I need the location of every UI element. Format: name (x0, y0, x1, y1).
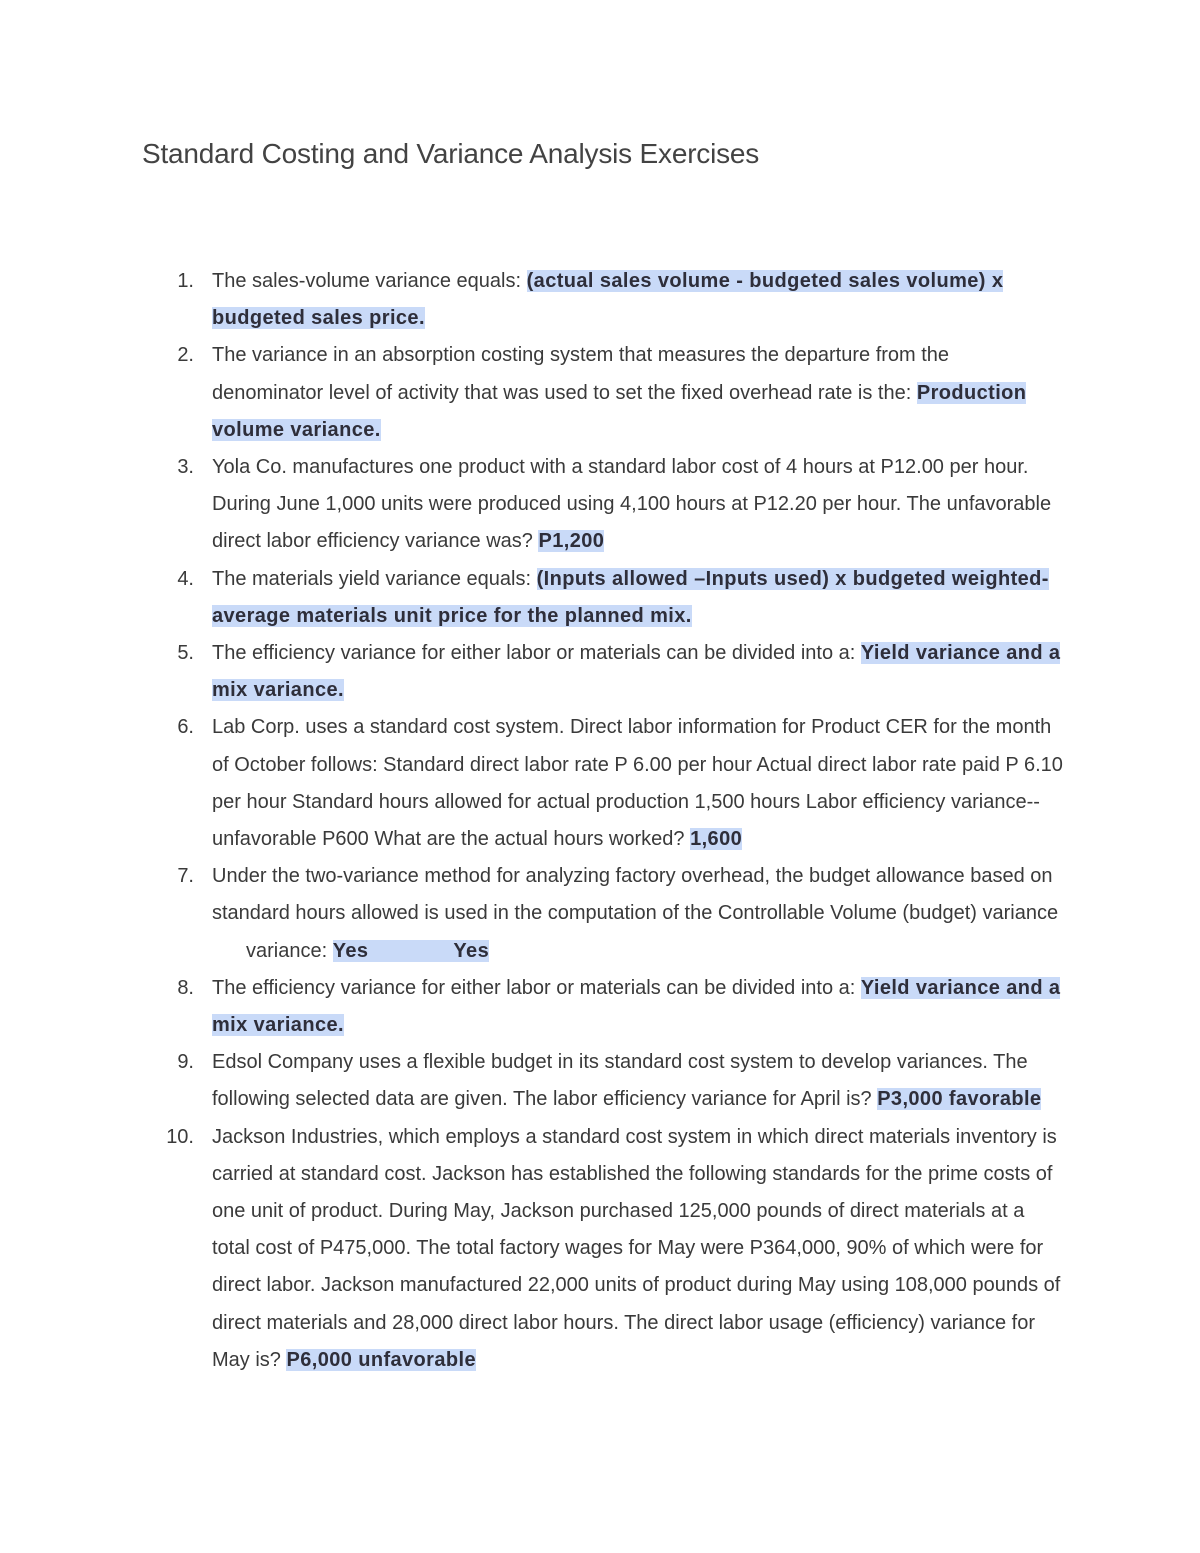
question-text: Jackson Industries, which employs a standard cost system in which direct materials inventory is carried at standard cost. Jackson has established the following standards for the prime costs of one unit of product. During May, Jackson purchased 125,000 pounds of direct materials at a total cost of P475,000. The total factory wages for May were P364,000, 90% of which were for direct labor. Jackson manufactured 22,000 units of product during May using 108,000 pounds of direct materials and 28,000 direct labor hours. The direct labor usage (efficiency) variance for May is? (212, 1125, 1061, 1371)
item-number: 5. (177, 642, 194, 665)
exercise-list (0, 263, 1064, 1379)
item-number: 1. (177, 270, 194, 292)
question-text: Lab Corp. uses a standard cost system. Direct labor information for Product CER for the month of October follows: Standard direct labor rate P 6.00 per hour Actual direct labor rate paid P 6.10 per hour Standard hours allowed for actual production 1,500 hours Labor efficiency variance--unfavorable P600 What are the actual hours worked? (212, 716, 1063, 851)
answer-volume: Yes (453, 939, 490, 962)
exercise-item-8 (0, 970, 1064, 1044)
question-text: The efficiency variance for either labor or materials can be divided into a: (212, 642, 861, 665)
answer-highlight: Production volume variance. (212, 381, 1027, 441)
question-text-tail: variance: (246, 939, 333, 962)
answer-highlight: (actual sales volume - budgeted sales volume) x budgeted sales price. (212, 270, 1004, 330)
item-number: 2. (177, 344, 194, 367)
item-number: 9. (177, 1051, 194, 1074)
exercise-item-10 (0, 1119, 1064, 1379)
answer-highlight: P1,200 (538, 530, 605, 553)
answer-highlight: 1,600 (690, 828, 743, 851)
question-text: The variance in an absorption costing system that measures the departure from the denominator level of activity that was used to set the fixed overhead rate is the: (212, 344, 950, 404)
question-text: The sales-volume variance equals: (212, 270, 527, 292)
exercise-item-2 (0, 337, 1064, 449)
answer-highlight (333, 940, 489, 962)
question-text: The materials yield variance equals: (212, 567, 537, 590)
question-text: Under the two-variance method for analyzing factory overhead, the budget allowance based on standard hours allowed is used in the computation of the Controllable Volume (budget) variance (212, 865, 1059, 925)
exercise-item-9 (0, 1044, 1064, 1118)
item-number: 3. (177, 456, 194, 479)
item-number: 10. (166, 1125, 194, 1148)
exercise-item-3 (0, 449, 1064, 561)
item-number: 7. (177, 865, 194, 888)
exercise-item-1 (0, 263, 1064, 337)
question-text: The efficiency variance for either labor or materials can be divided into a: (212, 976, 861, 999)
item-number: 6. (177, 716, 194, 739)
answer-highlight: P6,000 unfavorable (286, 1348, 476, 1371)
question-text: Edsol Company uses a flexible budget in its standard cost system to develop variances. The following selected data are given. The labor efficiency variance for April is? (212, 1051, 1028, 1111)
item-number: 4. (177, 567, 194, 590)
answer-highlight: Yield variance and a mix variance. (212, 642, 1061, 702)
exercise-item-6 (0, 709, 1064, 858)
question-text: Yola Co. manufactures one product with a standard labor cost of 4 hours at P12.00 per hour. During June 1,000 units were produced using 4,100 hours at P12.20 per hour. The unfavorable direct labor efficiency variance was? (212, 456, 1052, 553)
page-title: Standard Costing and Variance Analysis Exercises (142, 138, 760, 169)
exercise-item-5 (0, 635, 1064, 709)
answer-controllable: Yes (332, 939, 369, 962)
exercise-item-7 (0, 858, 1064, 970)
item-number: 8. (177, 976, 194, 999)
answer-highlight: P3,000 favorable (877, 1088, 1042, 1111)
exercise-item-4 (0, 561, 1064, 635)
answer-highlight: (Inputs allowed –Inputs used) x budgeted weighted-average materials unit price for the planned mix. (212, 567, 1049, 627)
answer-highlight: Yield variance and a mix variance. (212, 976, 1061, 1037)
